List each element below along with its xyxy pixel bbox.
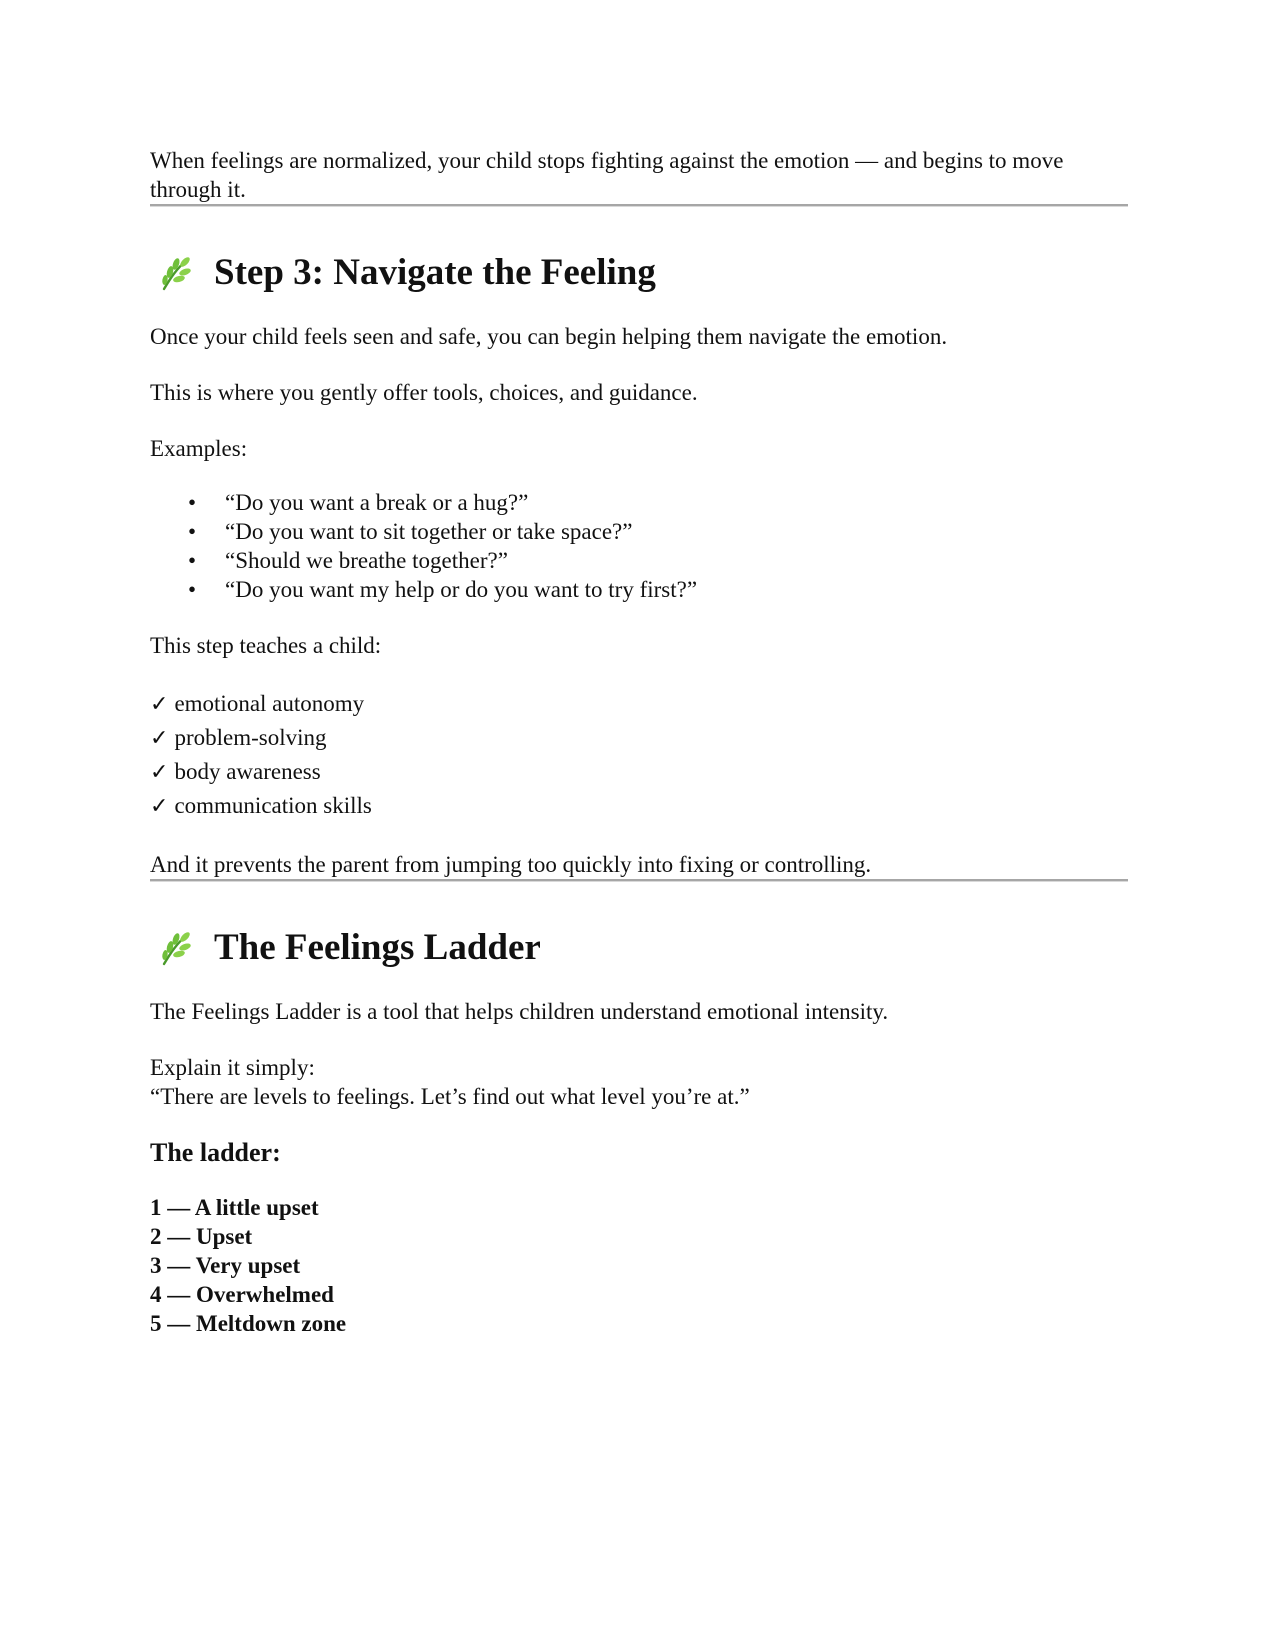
step3-heading-text: Step 3: Navigate the Feeling (214, 252, 656, 293)
herb-leaf-icon (156, 928, 196, 968)
teaches-list (150, 687, 1128, 823)
list-item: ✓ communication skills (150, 793, 372, 819)
section-divider (150, 204, 1128, 207)
intro-paragraph: When feelings are normalized, your child stops fighting against the emotion — and begins to move through it. (150, 148, 1064, 202)
herb-leaf-icon (156, 253, 196, 293)
ladder-heading-text: The Feelings Ladder (214, 927, 541, 968)
ladder-level: 1 — A little upset (150, 1195, 319, 1220)
examples-label: Examples: (150, 436, 248, 461)
step3-paragraph-2: This is where you gently offer tools, choices, and guidance. (150, 380, 698, 405)
ladder-subheading: The ladder: (150, 1138, 281, 1167)
ladder-levels (150, 1193, 1128, 1338)
document-page (150, 146, 1128, 1338)
checkmark-icon: ✓ (150, 692, 169, 717)
list-item: • “Do you want a break or a hug?” (188, 490, 529, 515)
list-item: ✓ emotional autonomy (150, 691, 365, 717)
checkmark-icon: ✓ (150, 760, 169, 785)
bullet-icon: • (188, 490, 197, 515)
ladder-quote: “There are levels to feelings. Let’s find out what level you’re at.” (150, 1084, 750, 1109)
examples-list (150, 488, 1128, 604)
list-item: • “Do you want to sit together or take space?” (188, 519, 633, 544)
step3-closing: And it prevents the parent from jumping too quickly into fixing or controlling. (150, 852, 872, 877)
bullet-icon: • (188, 519, 197, 544)
section-divider (150, 879, 1128, 882)
step3-heading (150, 251, 1128, 295)
bullet-icon: • (188, 577, 197, 602)
teaches-label: This step teaches a child: (150, 633, 382, 658)
step3-paragraph-1: Once your child feels seen and safe, you can begin helping them navigate the emotion. (150, 324, 948, 349)
explain-label: Explain it simply: (150, 1055, 315, 1080)
checkmark-icon: ✓ (150, 726, 169, 751)
checkmark-icon: ✓ (150, 794, 169, 819)
ladder-level: 5 — Meltdown zone (150, 1311, 347, 1336)
ladder-level: 4 — Overwhelmed (150, 1282, 334, 1307)
list-item: ✓ body awareness (150, 759, 321, 785)
list-item: ✓ problem-solving (150, 725, 327, 751)
ladder-level: 2 — Upset (150, 1224, 253, 1249)
ladder-level: 3 — Very upset (150, 1253, 301, 1278)
ladder-heading (150, 926, 1128, 970)
bullet-icon: • (188, 548, 197, 573)
list-item: • “Do you want my help or do you want to try first?” (188, 577, 698, 602)
list-item: • “Should we breathe together?” (188, 548, 508, 573)
ladder-paragraph-1: The Feelings Ladder is a tool that helps children understand emotional intensity. (150, 999, 889, 1024)
